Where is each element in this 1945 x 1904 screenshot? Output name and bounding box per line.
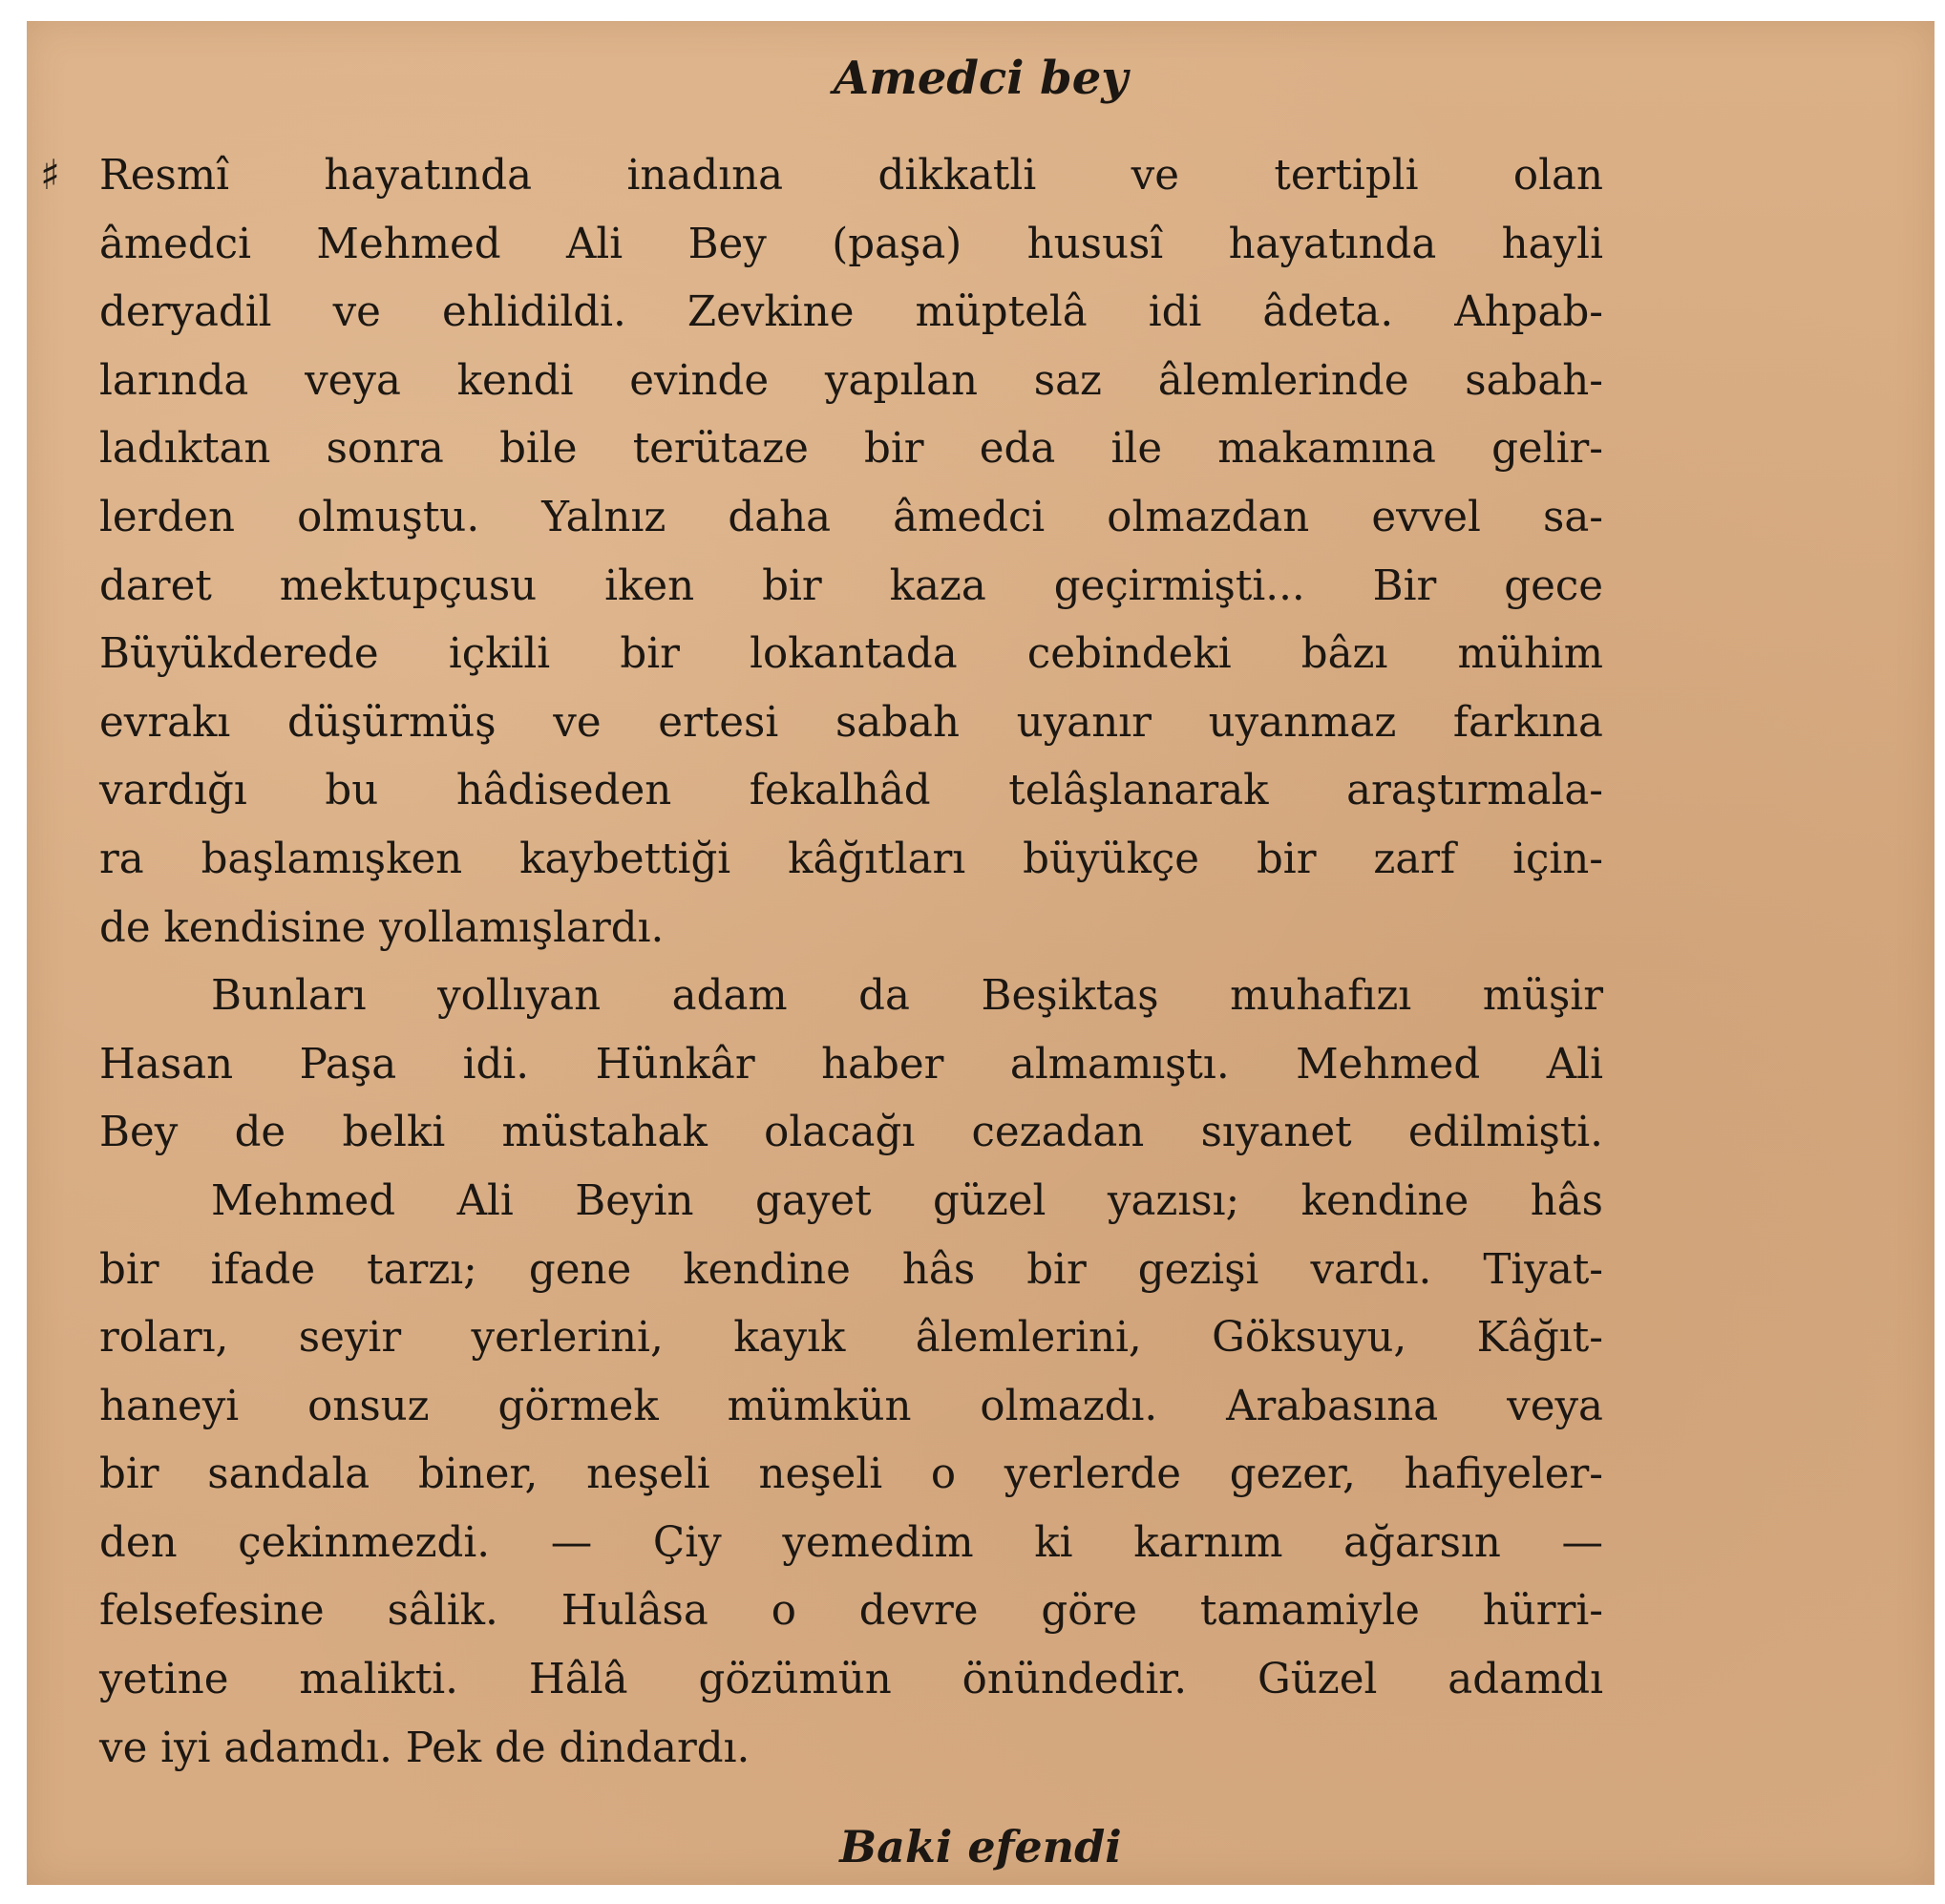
text-line: vardığı bu hâdiseden fekalhâd telâşlanarak araştırmala- bbox=[99, 767, 1603, 815]
text-line: haneyi onsuz görmek mümkün olmazdı. Arabasına veya bbox=[99, 1382, 1603, 1430]
paragraph-1 bbox=[40, 141, 1603, 963]
text-line: de kendisine yollamışlardı. bbox=[99, 903, 665, 952]
text-line: ve iyi adamdı. Pek de dindardı. bbox=[99, 1724, 751, 1772]
text-line: ra başlamışken kaybettiği kâğıtları büyükçe bir zarf için- bbox=[99, 835, 1603, 883]
article-body bbox=[40, 141, 1603, 1783]
clipping-title: Amedci bey bbox=[833, 52, 1129, 105]
text-line: daret mektupçusu iken bir kaza geçirmişti... Bir gece bbox=[99, 561, 1603, 610]
text-line: deryadil ve ehlidildi. Zevkine müptelâ idi âdeta. Ahpab- bbox=[99, 288, 1603, 337]
text-line: bir sandala biner, neşeli neşeli o yerlerde gezer, hafiyeler- bbox=[99, 1450, 1603, 1499]
text-line: yetine malikti. Hâlâ gözümün önündedir. Güzel adamdı bbox=[99, 1656, 1603, 1704]
text-line: den çekinmezdi. — Çiy yemedim ki karnım ağarsın — bbox=[99, 1518, 1603, 1567]
text-line: Büyükderede içkili bir lokantada cebindeki bâzı mühim bbox=[99, 630, 1603, 679]
text-line: Bunları yollıyan adam da Beşiktaş muhafızı müşir bbox=[211, 972, 1603, 1021]
signature: Baki efendi bbox=[839, 1821, 1122, 1872]
text-line: lerden olmuştu. Yalnız daha âmedci olmazdan evvel sa- bbox=[99, 493, 1603, 541]
newspaper-clipping bbox=[27, 21, 1934, 1885]
text-line: roları, seyir yerlerini, kayık âlemlerini, Göksuyu, Kâğıt- bbox=[99, 1314, 1603, 1363]
text-line: ♯ Resmî hayatında inadına dikkatli ve tertipli olan bbox=[40, 151, 1603, 200]
text-line: bir ifade tarzı; gene kendine hâs bir gezişi vardı. Tiyat- bbox=[99, 1245, 1603, 1294]
paragraph-3 bbox=[99, 1168, 1603, 1783]
text-line: evrakı düşürmüş ve ertesi sabah uyanır uyanmaz farkına bbox=[99, 698, 1603, 747]
text-line: âmedci Mehmed Ali Bey (paşa) hususî hayatında hayli bbox=[99, 220, 1603, 268]
text-line: ladıktan sonra bile terütaze bir eda ile makamına gelir- bbox=[99, 425, 1603, 474]
paragraph-2 bbox=[99, 963, 1603, 1168]
text-line: Hasan Paşa idi. Hünkâr haber almamıştı. Mehmed Ali bbox=[99, 1040, 1603, 1089]
text-line: larında veya kendi evinde yapılan saz âlemlerinde sabah- bbox=[99, 356, 1603, 405]
text-line: Bey de belki müstahak olacağı cezadan sıyanet edilmişti. bbox=[99, 1109, 1603, 1157]
text-line: Mehmed Ali Beyin gayet güzel yazısı; kendine hâs bbox=[211, 1176, 1603, 1225]
text-line: felsefesine sâlik. Hulâsa o devre göre tamamiyle hürri- bbox=[99, 1587, 1603, 1636]
